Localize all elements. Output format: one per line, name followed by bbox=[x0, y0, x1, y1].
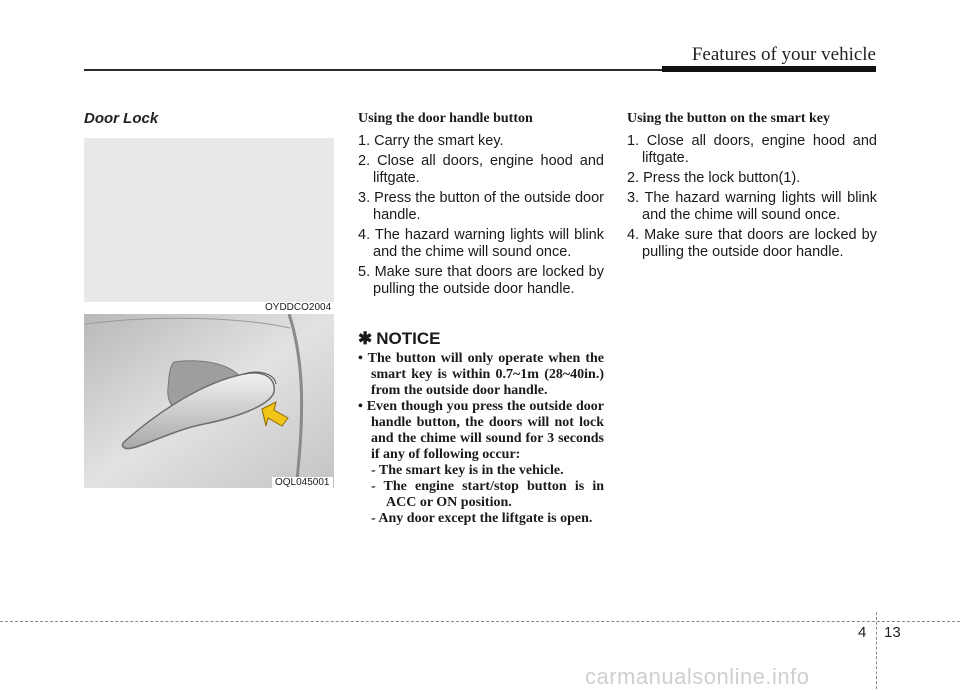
notice-item-text: • Even though you press the outside door handle button, the doors will not lock and the chime will sound for 3 seconds if any of following occur: bbox=[358, 399, 604, 462]
figure-caption-bottom: OQL045001 bbox=[272, 477, 333, 488]
notice-star-icon: ✱ bbox=[358, 329, 373, 348]
header-rule bbox=[84, 69, 664, 71]
section-title: Door Lock bbox=[84, 110, 159, 127]
step-item: 3. Press the button of the outside door handle. bbox=[358, 190, 604, 223]
notice-subitem: - The smart key is in the vehicle. bbox=[371, 463, 564, 478]
notice-list bbox=[358, 351, 604, 527]
notice-subitem: - Any door except the liftgate is open. bbox=[371, 511, 593, 526]
step-item: 1. Close all doors, engine hood and liftgate. bbox=[627, 133, 877, 166]
door-handle-column bbox=[358, 110, 604, 527]
step-item: 4. Make sure that doors are locked by pulling the outside door handle. bbox=[627, 227, 877, 260]
smart-key-figure bbox=[84, 138, 334, 302]
page-number: 13 bbox=[884, 624, 901, 641]
step-item: 2. Close all doors, engine hood and liftgate. bbox=[358, 153, 604, 186]
footer-divider bbox=[876, 612, 877, 689]
notice-item: • The button will only operate when the smart key is within 0.7~1m (28~40in.) from the outside door handle. bbox=[358, 351, 604, 398]
figure-caption-top: OYDDCO2004 bbox=[262, 302, 334, 313]
step-item: 1. Carry the smart key. bbox=[358, 133, 504, 149]
chapter-number: 4 bbox=[858, 624, 867, 641]
header-accent-bar bbox=[662, 66, 876, 72]
door-handle-figure bbox=[84, 314, 334, 488]
footer-rule bbox=[0, 621, 960, 622]
door-handle-illustration bbox=[84, 314, 334, 488]
smart-key-heading: Using the button on the smart key bbox=[627, 111, 831, 126]
notice-item bbox=[358, 399, 604, 527]
notice-heading bbox=[358, 330, 604, 347]
smart-key-column bbox=[627, 110, 877, 264]
header-title: Features of your vehicle bbox=[691, 44, 876, 65]
step-item: 3. The hazard warning lights will blink and the chime will sound once. bbox=[627, 190, 877, 223]
notice-subitem: - The engine start/stop button is in ACC or ON position. bbox=[371, 479, 604, 510]
step-item: 4. The hazard warning lights will blink and the chime will sound once. bbox=[358, 227, 604, 260]
step-item: 5. Make sure that doors are locked by pulling the outside door handle. bbox=[358, 264, 604, 297]
door-handle-heading: Using the door handle button bbox=[358, 111, 533, 126]
step-item: 2. Press the lock button(1). bbox=[627, 170, 801, 186]
notice-title-text: NOTICE bbox=[376, 329, 441, 348]
watermark: carmanualsonline.info bbox=[585, 664, 810, 689]
